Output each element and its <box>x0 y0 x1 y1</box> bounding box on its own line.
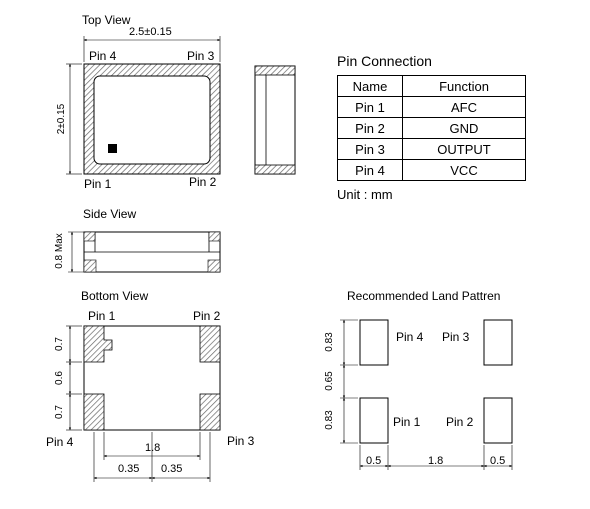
top-view-width-dim: 2.5±0.15 <box>129 26 172 38</box>
bottom-dim-gap: 0.6 <box>54 371 65 385</box>
top-view-height-dim: 2±0.15 <box>56 103 67 135</box>
table-cell-function: GND <box>403 118 526 139</box>
table-row <box>338 160 526 181</box>
land-dim-span: 1.8 <box>428 455 444 467</box>
bottom-view-drawing <box>66 326 220 482</box>
table-row <box>338 118 526 139</box>
table-header-name: Name <box>338 76 403 97</box>
land-pad-2 <box>484 398 512 443</box>
bottom-view-pin3-label: Pin 3 <box>227 434 255 448</box>
bottom-view-pin4-label: Pin 4 <box>46 435 74 449</box>
land-pad-4 <box>360 320 388 365</box>
land-dim-gap: 0.65 <box>324 371 335 391</box>
land-pattern-drawing <box>340 320 512 470</box>
table-cell-function: OUTPUT <box>403 139 526 160</box>
table-cell-name: Pin 4 <box>338 160 403 181</box>
land-pad-1 <box>360 398 388 443</box>
bottom-pad-4 <box>84 394 104 430</box>
table-header-function: Function <box>403 76 526 97</box>
top-view-title: Top View <box>82 13 131 27</box>
bottom-view-pin1-label: Pin 1 <box>88 309 116 323</box>
land-pattern-title: Recommended Land Pattren <box>347 289 501 303</box>
bottom-view-title: Bottom View <box>81 289 149 303</box>
bottom-view-pin2-label: Pin 2 <box>193 309 221 323</box>
land-dim-pad-w-left: 0.5 <box>366 455 382 467</box>
pin1-marker <box>108 144 117 153</box>
table-cell-name: Pin 3 <box>338 139 403 160</box>
bottom-dim-pad-top: 0.7 <box>54 337 65 351</box>
land-pin1-label: Pin 1 <box>393 415 421 429</box>
pin-connection-title: Pin Connection <box>337 53 432 69</box>
table-cell-function: VCC <box>403 160 526 181</box>
table-header-row <box>338 76 526 97</box>
top-view-pin2-label: Pin 2 <box>189 175 217 189</box>
top-view-pin4-label: Pin 4 <box>89 49 117 63</box>
bottom-dim-span: 1.8 <box>145 442 161 454</box>
land-pin3-label: Pin 3 <box>442 330 470 344</box>
land-dim-pad-top: 0.83 <box>324 332 335 352</box>
land-dim-pad-w-right: 0.5 <box>490 455 506 467</box>
table-row <box>338 97 526 118</box>
table-row <box>338 139 526 160</box>
top-view-pin1-label: Pin 1 <box>84 177 112 191</box>
table-cell-function: AFC <box>403 97 526 118</box>
table-cell-name: Pin 2 <box>338 118 403 139</box>
land-pad-3 <box>484 320 512 365</box>
table-cell-name: Pin 1 <box>338 97 403 118</box>
side-view-title: Side View <box>83 207 137 221</box>
top-view-pin3-label: Pin 3 <box>187 49 215 63</box>
land-pin4-label: Pin 4 <box>396 330 424 344</box>
top-side-profile <box>255 66 295 174</box>
land-dim-pad-bottom: 0.83 <box>324 410 335 430</box>
unit-label: Unit : mm <box>337 187 393 202</box>
pin-connection-table <box>337 75 526 181</box>
bottom-pad-2 <box>200 326 220 362</box>
bottom-dim-half-right: 0.35 <box>161 463 183 475</box>
side-view-drawing <box>68 232 220 272</box>
side-view-height-dim: 0.8 Max <box>54 233 65 269</box>
bottom-dim-half-left: 0.35 <box>118 463 140 475</box>
bottom-pad-3 <box>200 394 220 430</box>
land-pin2-label: Pin 2 <box>446 415 474 429</box>
bottom-dim-pad-bottom: 0.7 <box>54 405 65 419</box>
